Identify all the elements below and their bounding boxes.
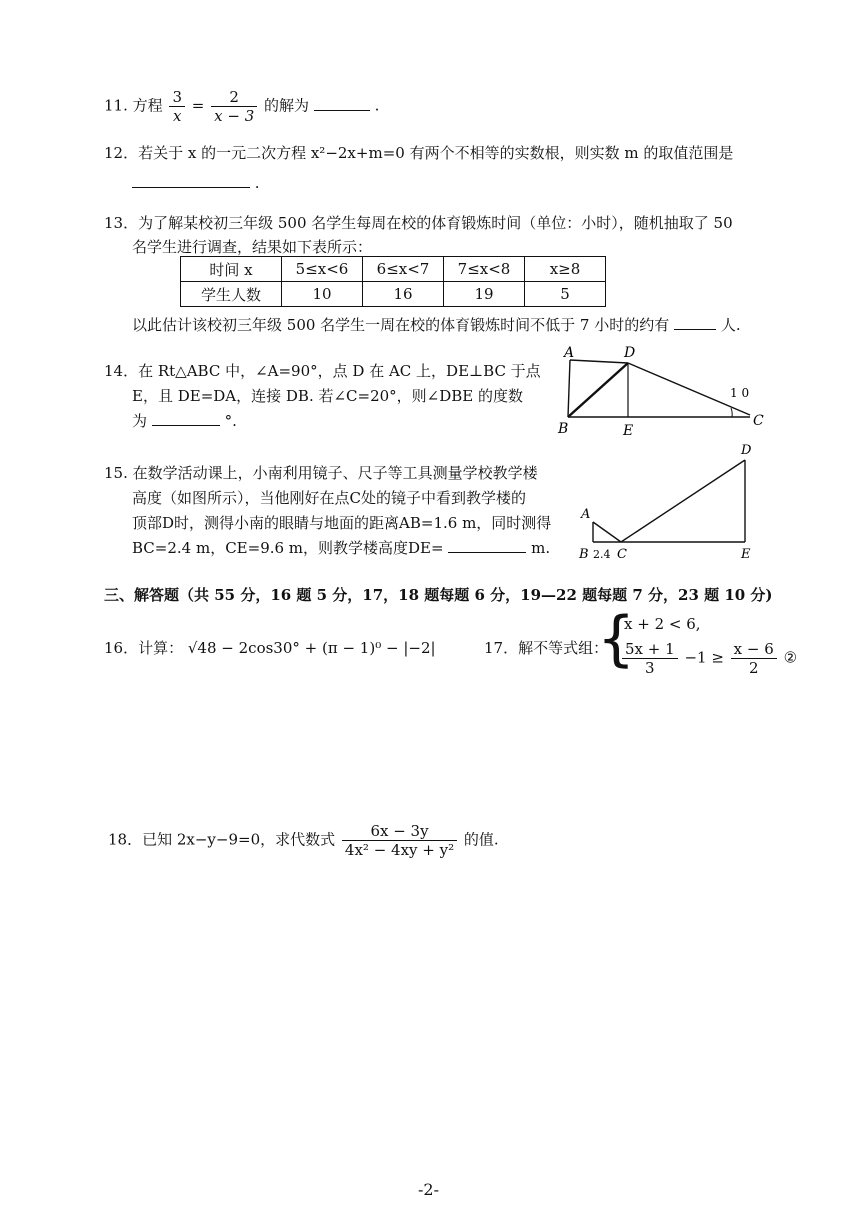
q17-fraction-right bbox=[731, 640, 777, 677]
q14-answer-blank bbox=[152, 411, 220, 426]
question-13-line-2 bbox=[132, 236, 372, 258]
q15-segment-ac bbox=[593, 522, 621, 542]
q14-angle-c-arc bbox=[731, 408, 732, 417]
question-17-label bbox=[484, 637, 608, 659]
q15-line-1-text: 15. 在数学活动课上，小南利用镜子、尺子等工具测量学校教学楼 bbox=[104, 464, 538, 482]
q11-fraction-2 bbox=[211, 88, 257, 125]
question-11 bbox=[104, 88, 379, 125]
q18-fraction bbox=[342, 822, 457, 859]
q11-suffix: 的解为 bbox=[264, 96, 310, 115]
table-cell: 19 bbox=[444, 282, 525, 307]
q14-line-3-text: 为 bbox=[132, 412, 148, 430]
survey-table bbox=[180, 256, 606, 307]
q11-f2-numerator: 2 bbox=[211, 88, 257, 107]
q11-fraction-1 bbox=[169, 88, 185, 125]
triangle-figure-q14 bbox=[550, 345, 770, 440]
question-13-line-1 bbox=[104, 212, 733, 234]
question-15-line-2 bbox=[132, 487, 526, 509]
q13-answer-blank bbox=[674, 315, 716, 330]
q11-answer-blank bbox=[314, 96, 370, 111]
q15-label-e: E bbox=[741, 547, 751, 562]
q17-circle-mark: ② bbox=[783, 648, 798, 667]
question-15-line-1 bbox=[104, 462, 538, 484]
q14-label-d: D bbox=[624, 345, 636, 361]
question-14-line-3 bbox=[132, 410, 237, 432]
q14-line-1-text: 14．在 Rt△ABC 中，∠A=90°，点 D 在 AC 上，DE⊥BC 于点 bbox=[104, 362, 541, 380]
q14-label-e: E bbox=[623, 423, 634, 439]
section-3-heading bbox=[104, 584, 773, 606]
q12-answer-blank bbox=[132, 173, 250, 188]
q15-label-d: D bbox=[741, 443, 752, 458]
question-15-line-3 bbox=[132, 512, 551, 534]
question-13-line-3 bbox=[132, 314, 741, 336]
q17-right-numerator: x − 6 bbox=[731, 640, 777, 659]
q14-segment-db bbox=[568, 363, 628, 417]
q16-label: 16．计算： bbox=[104, 639, 184, 657]
q14-side-ad bbox=[570, 360, 628, 363]
q14-side-ab bbox=[568, 360, 570, 417]
q15-unit: m. bbox=[531, 539, 551, 557]
q15-line-3-text: 顶部D时，测得小南的眼睛与地面的距离AB=1.6 m，同时测得 bbox=[132, 514, 552, 532]
q15-label-a: A bbox=[581, 507, 591, 522]
table-cell: 5 bbox=[525, 282, 606, 307]
q17-right-denominator: 2 bbox=[748, 659, 759, 677]
q11-prefix: 方程 bbox=[132, 96, 163, 115]
q11-end: . bbox=[374, 96, 380, 115]
q11-f1-numerator: 3 bbox=[169, 88, 185, 107]
table-cell: 16 bbox=[363, 282, 444, 307]
q13-unit: 人. bbox=[720, 316, 741, 334]
question-15-line-4 bbox=[132, 537, 550, 559]
table-cell: 10 bbox=[282, 282, 363, 307]
q17-inequality-2 bbox=[620, 640, 797, 677]
mirror-figure-q15 bbox=[575, 438, 770, 563]
table-cell: 7≤x<8 bbox=[444, 257, 525, 282]
q13-line-2-text: 名学生进行调查，结果如下表所示： bbox=[132, 238, 373, 256]
question-18 bbox=[108, 822, 499, 859]
question-12-answer-line bbox=[132, 172, 260, 194]
q15-line-4-text: BC=2.4 m，CE=9.6 m，则教学楼高度DE= bbox=[132, 539, 444, 557]
table-cell: 5≤x<6 bbox=[282, 257, 363, 282]
q17-left-denominator: 3 bbox=[645, 659, 655, 677]
q14-line-2-text: E，且 DE=DA，连接 DB. 若∠C=20°，则∠DBE 的度数 bbox=[132, 387, 524, 405]
q13-line-3-text: 以此估计该校初三年级 500 名学生一周在校的体育锻炼时间不低于 7 小时的约有 bbox=[132, 316, 670, 334]
q14-label-a: A bbox=[564, 345, 575, 361]
q17-label: 17．解不等式组： bbox=[484, 639, 609, 657]
section-3-text: 三、解答题（共 55 分，16 题 5 分，17，18 题每题 6 分，19—22 题每题 7 分，23 题 10 分) bbox=[104, 586, 773, 604]
table-cell: 6≤x<7 bbox=[363, 257, 444, 282]
q14-handwritten-note: 1 0 bbox=[730, 386, 750, 400]
q17-fraction-left bbox=[622, 640, 678, 677]
q11-f2-denominator: x − 3 bbox=[214, 107, 255, 125]
q17-inequality-1-text: x + 2 < 6, bbox=[624, 615, 701, 633]
q14-label-b: B bbox=[558, 421, 569, 437]
q15-answer-blank bbox=[448, 538, 526, 553]
q11-equals: = bbox=[191, 96, 205, 115]
q15-handwritten-note: 2.4 bbox=[593, 548, 611, 561]
question-14-line-1 bbox=[104, 360, 541, 382]
q15-segment-cd bbox=[621, 460, 745, 542]
question-12 bbox=[104, 142, 733, 164]
q15-line-2-text: 高度（如图所示），当他刚好在点C处的镜子中看到教学楼的 bbox=[132, 489, 526, 507]
q17-left-numerator: 5x + 1 bbox=[622, 640, 678, 659]
q17-middle: −1 ≥ bbox=[684, 648, 724, 667]
q18-suffix: 的值. bbox=[463, 830, 499, 849]
q18-label: 18．已知 2x−y−9=0，求代数式 bbox=[108, 830, 336, 849]
table-cell: 时间 x bbox=[181, 257, 282, 282]
page-number: -2- bbox=[418, 1180, 439, 1199]
q14-unit: °. bbox=[224, 412, 237, 430]
q12-end: . bbox=[254, 174, 260, 192]
q12-text: 12．若关于 x 的一元二次方程 x²−2x+m=0 有两个不相等的实数根，则实数 m 的取值范围是 bbox=[104, 144, 734, 162]
question-16 bbox=[104, 637, 436, 659]
q18-denominator: 4x² − 4xy + y² bbox=[344, 841, 455, 859]
q14-label-c: C bbox=[753, 413, 764, 429]
table-row bbox=[181, 282, 606, 307]
q18-numerator: 6x − 3y bbox=[342, 822, 457, 841]
table-cell: 学生人数 bbox=[181, 282, 282, 307]
q15-label-c: C bbox=[617, 547, 627, 562]
q16-expression: √48 − 2cos30° + (π − 1)⁰ − |−2| bbox=[187, 639, 436, 657]
table-cell: x≥8 bbox=[525, 257, 606, 282]
q11-f1-denominator: x bbox=[172, 107, 182, 125]
q11-number: 11. bbox=[104, 96, 128, 115]
q13-line-1-text: 13．为了解某校初三年级 500 名学生每周在校的体育锻炼时间（单位：小时），随机抽取了 50 bbox=[104, 214, 733, 232]
table-row bbox=[181, 257, 606, 282]
question-14-line-2 bbox=[132, 385, 523, 407]
q17-inequality-1 bbox=[624, 613, 701, 635]
q15-label-b: B bbox=[579, 547, 589, 562]
q17-brace: { bbox=[597, 604, 636, 674]
